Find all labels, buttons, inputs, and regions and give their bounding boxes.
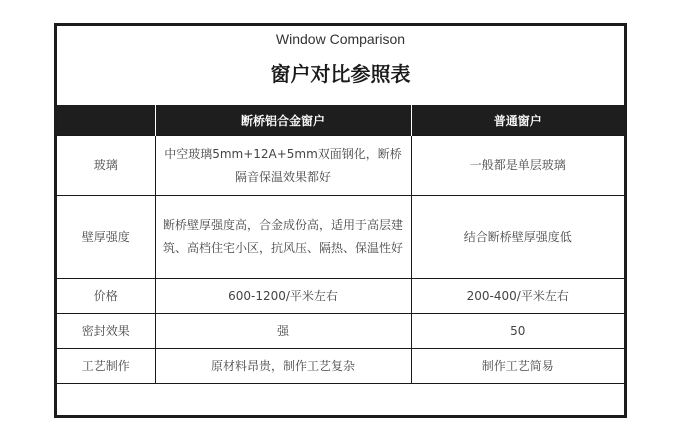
ordinary-cell: 50 [411,314,624,349]
broken-bridge-cell: 原材料昂贵，制作工艺复杂 [155,349,411,384]
row-label: 玻璃 [57,136,155,196]
column-header-label [57,105,155,136]
comparison-card [54,23,627,418]
ordinary-cell: 一般都是单层玻璃 [411,136,624,196]
broken-bridge-cell [155,136,411,196]
table-row [57,314,624,349]
page-subtitle: Window Comparison [275,31,406,47]
broken-bridge-cell [155,196,411,279]
row-label: 壁厚强度 [57,196,155,279]
ordinary-cell: 200-400/平米左右 [411,279,624,314]
table-row [57,279,624,314]
column-header-ordinary: 普通窗户 [411,105,624,136]
column-header-row [57,105,624,136]
cell-text: 断桥壁厚强度高，合金成份高，适用于高层建筑、高档住宅小区，抗风压、隔热、保温性好 [162,218,403,255]
table-row [57,136,624,196]
ordinary-cell: 制作工艺简易 [411,349,624,384]
broken-bridge-cell: 600-1200/平米左右 [155,279,411,314]
row-label: 工艺制作 [57,349,155,384]
broken-bridge-cell: 强 [155,314,411,349]
page-title: 窗户对比参照表 [270,62,411,86]
row-label: 密封效果 [57,314,155,349]
table-row [57,349,624,384]
column-header-broken-bridge: 断桥铝合金窗户 [155,105,411,136]
table-header-area [57,26,624,105]
cell-text: 中空玻璃5mm+12A+5mm双面钢化，断桥隔音保温效果都好 [164,146,402,184]
comparison-table [57,105,624,384]
row-label: 价格 [57,279,155,314]
ordinary-cell: 结合断桥壁厚强度低 [411,196,624,279]
table-row [57,196,624,279]
